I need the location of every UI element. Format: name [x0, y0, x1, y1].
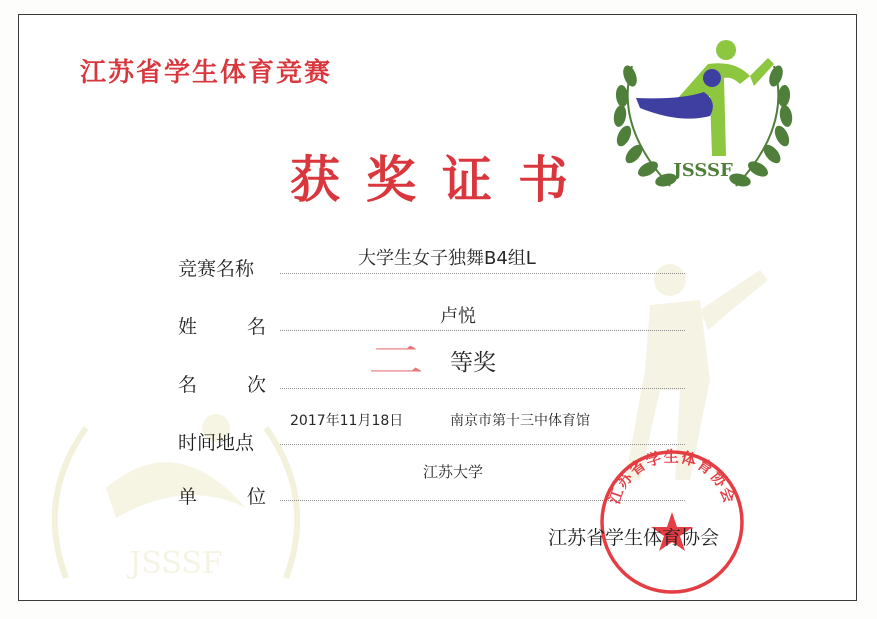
field-label-time-place: 时间地点	[178, 432, 255, 454]
official-seal	[598, 448, 746, 596]
athletes-icon	[636, 40, 774, 156]
field-line-time-place	[280, 444, 685, 445]
field-value-competition: 大学生女子独舞B4组L	[358, 248, 536, 269]
seal-text: 江苏省学生体育协会	[605, 448, 739, 507]
field-label-rank: 名次	[178, 374, 317, 396]
watermark-left-text: JSSSF	[129, 546, 223, 581]
field-line-name	[280, 330, 685, 331]
field-value-place: 南京市第十三中体育馆	[450, 413, 590, 429]
issuer-name: 江苏省学生体育协会	[548, 527, 720, 549]
field-line-rank	[280, 388, 685, 389]
field-label-name: 姓名	[178, 316, 317, 338]
rank-handwritten-number: 二	[368, 338, 424, 384]
field-line-competition	[280, 273, 685, 274]
field-value-rank: 等奖	[450, 350, 496, 376]
field-value-name: 卢悦	[440, 306, 476, 327]
field-value-unit: 江苏大学	[423, 463, 484, 481]
certificate-title: 获奖证书	[290, 150, 594, 209]
jsssf-logo	[600, 36, 806, 206]
svg-text:江苏省学生体育协会	[605, 448, 739, 507]
field-label-unit: 单位	[178, 486, 317, 508]
field-value-date: 2017年11月18日	[290, 413, 404, 429]
field-label-competition: 竞赛名称	[178, 258, 255, 280]
organization-title: 江苏省学生体育竞赛	[80, 58, 333, 88]
logo-text: JSSSF	[673, 160, 733, 181]
